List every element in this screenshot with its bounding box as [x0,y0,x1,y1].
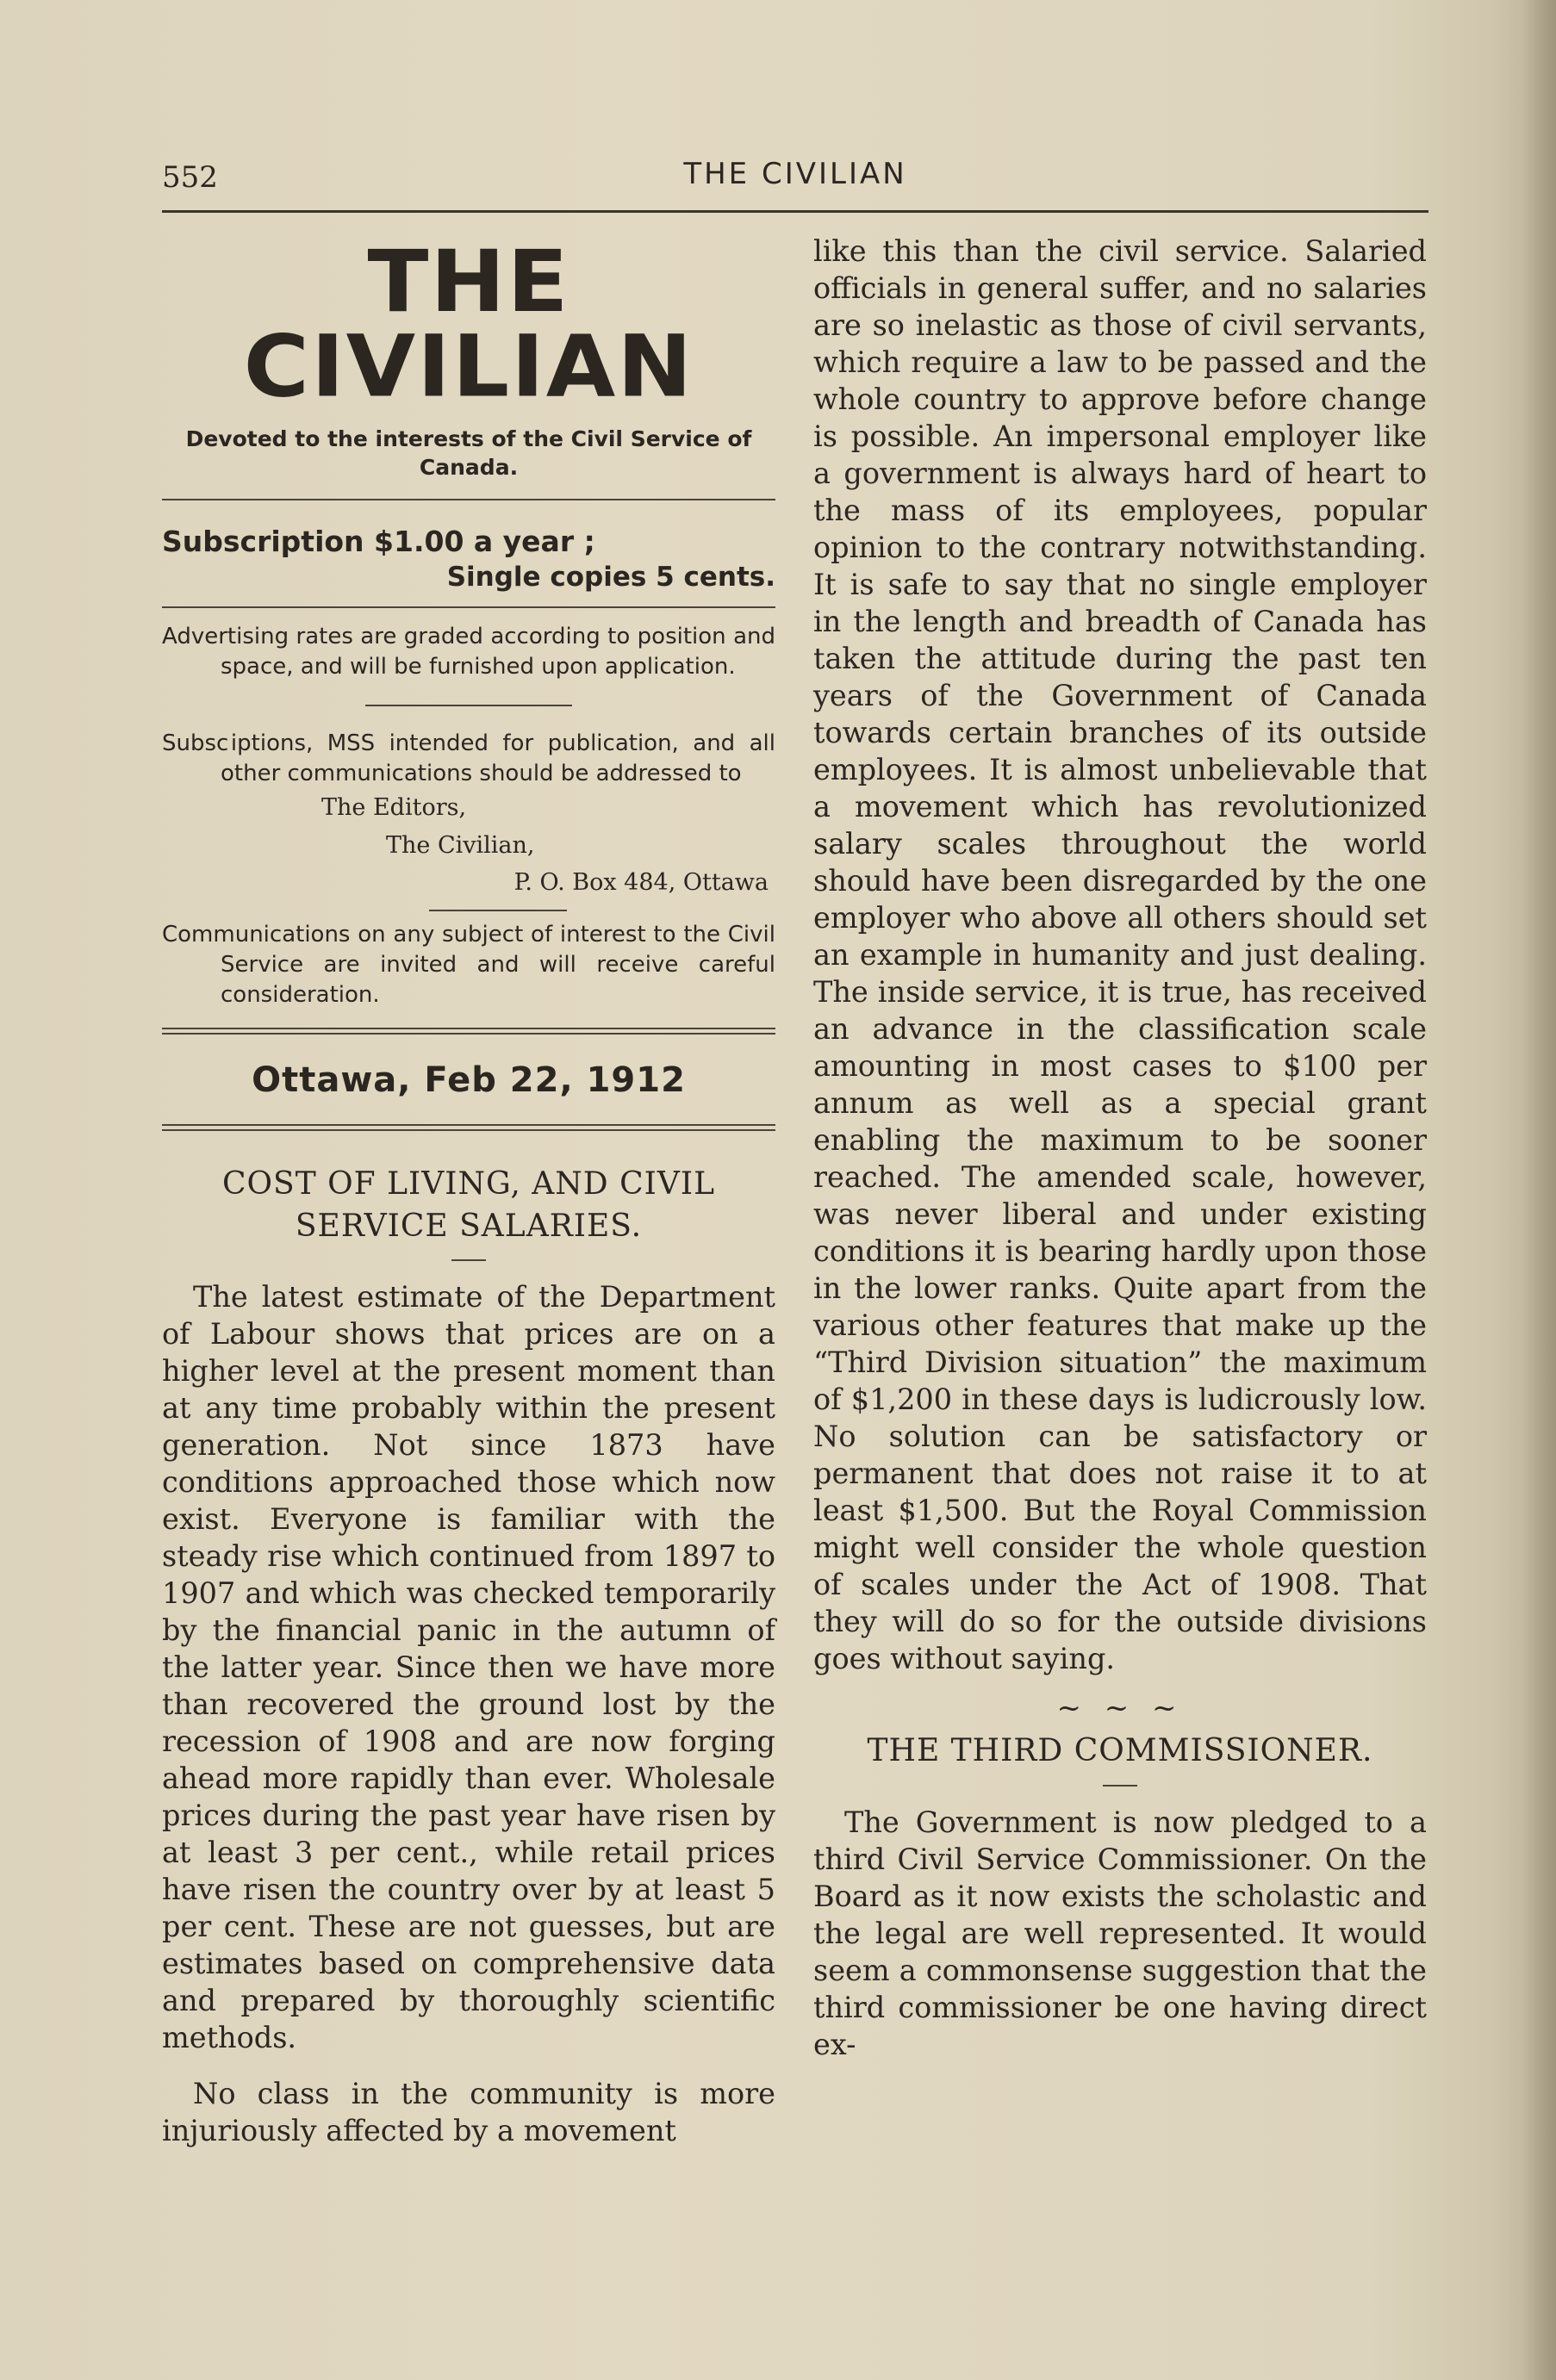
article-paragraph: The Government is now pledged to a third Civil Service Commissioner. On the Board as it now exists the scholastic and the legal are well represented. It would seem a commonsense suggestion that the third commissioner be one having direct ex- [813,1805,1427,2061]
title-dash [451,1259,486,1261]
communications-notice: Communications on any subject of interest to the Civil Service are invited and will receive careful consideration. [162,921,775,1009]
submissions-notice: Subsc iptions, MSS intended for publication, and all other communications should be addressed to [162,730,775,787]
address-line: P. O. Box 484, Ottawa [513,868,769,896]
article-title: THE THIRD COMMISSIONER. [867,1733,1373,1768]
double-rule [162,1124,775,1131]
article-paragraph-continued: like this than the civil service. Salaried officials in general suffer, and no salaries are so inelastic as those of civil servants, which require a law to be passed and the whole country to approve before change is possible. An impersonal employer like a government is always hard of heart to the mass of its employees, popular opinion to the contrary notwithstanding. It is safe to say that no single employer in the length and breadth of Canada has taken the attitude during the past ten years of the Government of Canada towards certain branches of its outside employees. It is almost unbelievable that a movement which has revolutionized salary scales throughout the world should have been disregarded by the one employer who above all others should set an example in humanity and just dealing. The inside service, it is true, has received an advance in the classification scale amounting in most cases to $100 per annum as well as a special grant enabling the maximum to be sooner reached. The amended scale, however, was never liberal and under existing conditions it is bearing hardly upon those in the lower ranks. Quite apart from the various other features that make up the “Third Division situation” the maximum of $1,200 in these days is ludicrously low. No solution can be satisfactory or permanent that does not raise it to at least $1,500. But the Royal Commission might well consider the whole question of scales under the Act of 1908. That they will do so for the outside divisions goes without saying. [813,234,1427,1675]
article-paragraph: No class in the community is more injuriously affected by a movement [162,2077,775,2148]
section-ornament: ~ ~ ~ [1056,1691,1184,1725]
left-column [162,231,775,2149]
page-number: 552 [162,160,218,195]
right-column [813,233,1427,2063]
short-divider [365,705,572,706]
running-title: THE CIVILIAN [683,157,907,191]
advertising-notice: Advertising rates are graded according to position and space, and will be furnished upon application. [162,624,775,680]
short-divider [429,910,567,911]
page-spine-shadow [1522,0,1556,2380]
single-copy-price: Single copies 5 cents. [446,562,775,593]
article-title: COST OF LIVING, AND CIVIL SERVICE SALARIES. [221,1166,715,1244]
subscription-price: Subscription $1.00 a year ; [162,525,595,558]
divider [162,606,775,608]
masthead-tagline: Devoted to the interests of the Civil Service of Canada. [185,426,752,480]
article-paragraph: The latest estimate of the Department of Labour shows that prices are on a higher level at the present moment than at any time probably within the present generation. Not since 1873 have conditions approached those which now exist. Everyone is familiar with the steady rise which continued from 1897 to 1907 and which was checked temporarily by the financial panic in the autumn of the latter year. Since then we have more than recovered the ground lost by the recession of 1908 and are now forging ahead more rapidly than ever. Wholesale prices during the past year have risen by at least 3 per cent., while retail prices have risen the country over by at least 5 per cent. These are not guesses, but are estimates based on comprehensive data and prepared by thoroughly scientific methods. [162,1280,775,2055]
page-header [162,153,1428,196]
divider [162,499,775,500]
issue-dateline: Ottawa, Feb 22, 1912 [252,1060,686,1101]
double-rule [162,1028,775,1035]
title-dash [1103,1785,1137,1787]
address-line: The Editors, [321,794,467,822]
address-line: The Civilian, [386,831,535,859]
masthead-title: THE CIVILIAN [243,231,694,417]
header-rule [162,210,1428,213]
